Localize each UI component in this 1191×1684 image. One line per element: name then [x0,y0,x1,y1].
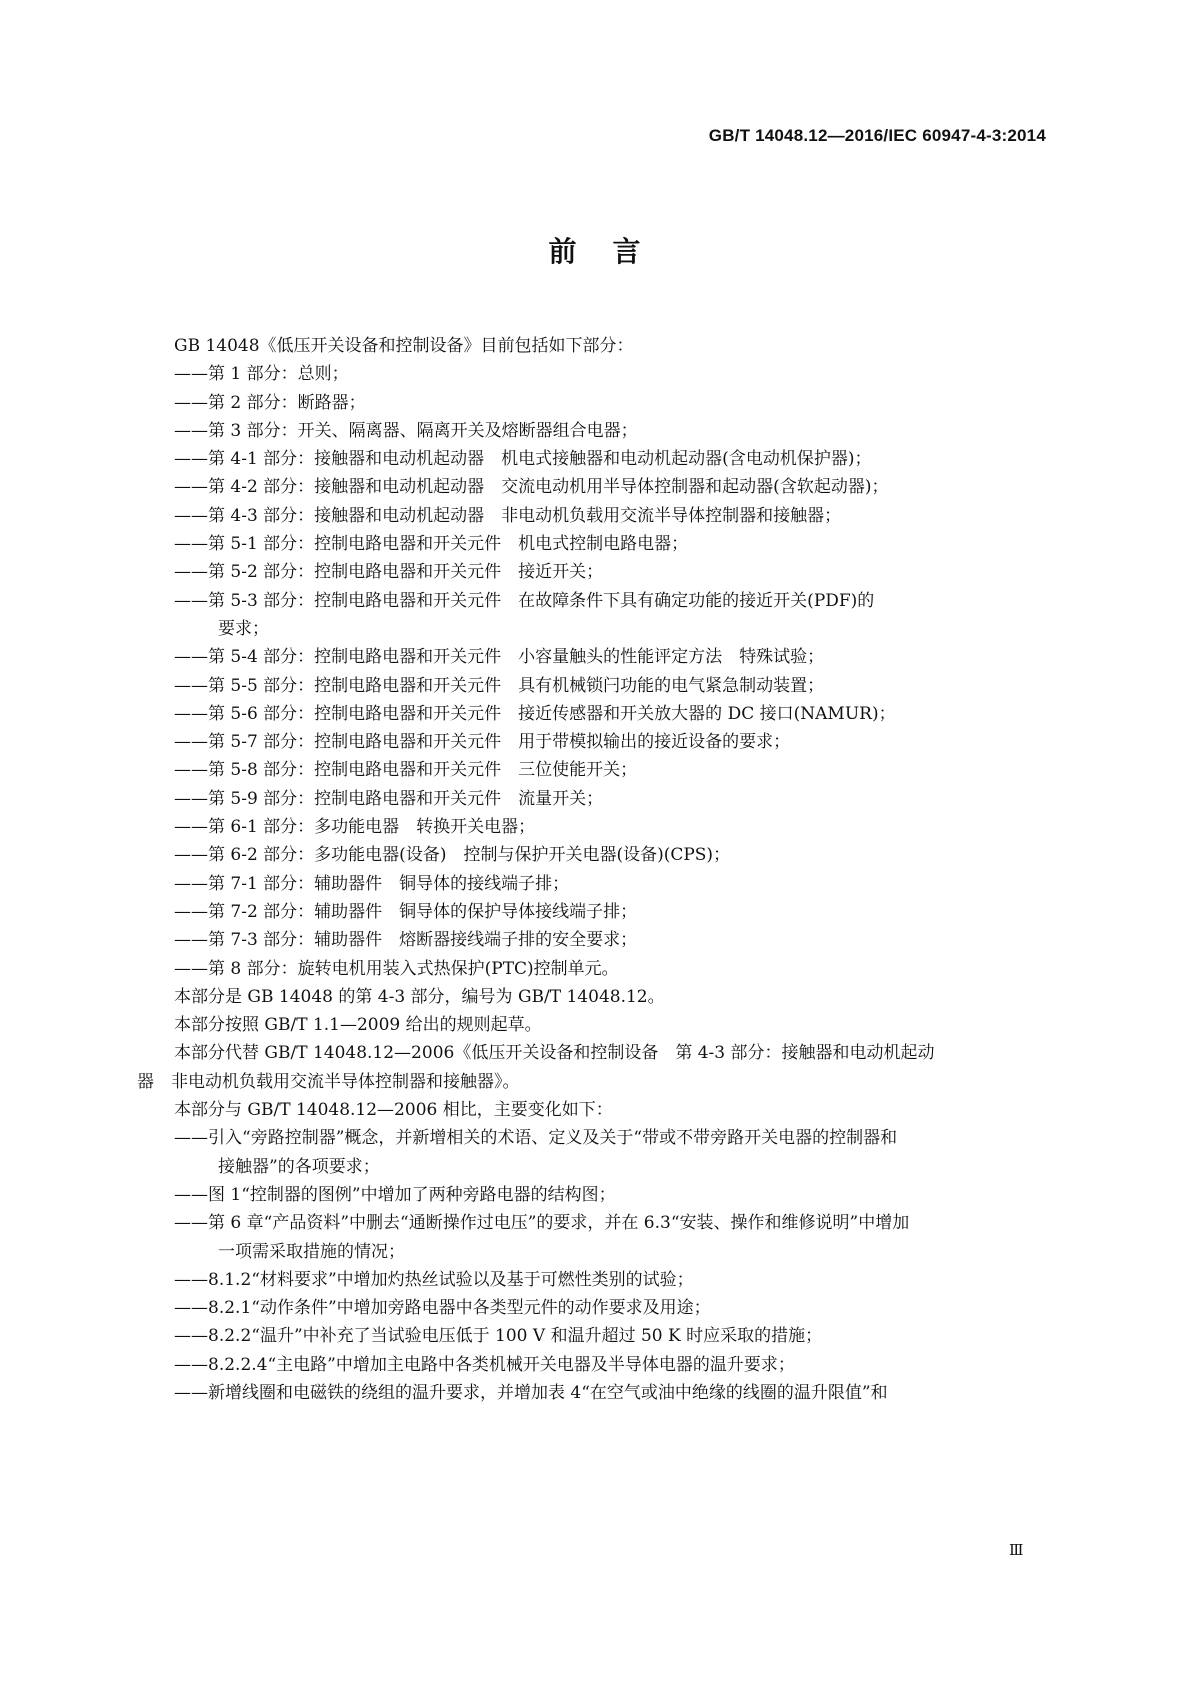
list-item-line: ——第 6-2 部分：多功能电器(设备) 控制与保护开关电器(设备)(CPS)； [174,845,731,866]
list-item-line: ——第 5-8 部分：控制电路电器和开关元件 三位使能开关； [174,760,638,781]
list-item-line: ——引入“旁路控制器”概念，并新增相关的术语、定义及关于“带或不带旁路开关电器的控制器和 [174,1128,898,1149]
paragraph-line: 本部分与 GB/T 14048.12—2006 相比，主要变化如下： [174,1100,613,1121]
page-title [0,230,1191,270]
list-item-line: ——第 5-2 部分：控制电路电器和开关元件 接近开关； [174,562,604,583]
list-item-line: ——第 4-3 部分：接触器和电动机起动器 非电动机负载用交流半导体控制器和接触器； [174,505,842,526]
list-item-line: ——第 7-1 部分：辅助器件 铜导体的接线端子排； [174,873,570,894]
standard-code-header: GB/T 14048.12—2016/IEC 60947-4-3:2014 [708,126,1046,145]
list-item-line: ——第 8 部分：旋转电机用装入式热保护(PTC)控制单元。 [174,958,619,979]
list-item-line: ——第 5-3 部分：控制电路电器和开关元件 在故障条件下具有确定功能的接近开关(PDF)的 [174,590,875,611]
list-item-line: ——第 5-9 部分：控制电路电器和开关元件 流量开关； [174,788,604,809]
list-item-line: ——第 5-5 部分：控制电路电器和开关元件 具有机械锁闩功能的电气紧急制动装置； [174,675,825,696]
paragraph-line: GB 14048《低压开关设备和控制设备》目前包括如下部分： [174,336,634,356]
list-item-line: 一项需采取措施的情况； [218,1241,405,1262]
list-item-line: ——第 5-6 部分：控制电路电器和开关元件 接近传感器和开关放大器的 DC 接口(NAMUR)； [174,703,896,724]
paragraph-line: 器 非电动机负载用交流半导体控制器和接触器》。 [137,1071,520,1092]
list-item-line: ——第 3 部分：开关、隔离器、隔离开关及熔断器组合电器； [174,420,638,441]
list-item-line: 要求； [218,618,269,639]
list-item-line: ——图 1“控制器的图例”中增加了两种旁路电器的结构图； [174,1184,616,1205]
list-item-line: ——第 7-3 部分：辅助器件 熔断器接线端子排的安全要求； [174,930,638,951]
list-item-line: ——第 4-1 部分：接触器和电动机起动器 机电式接触器和电动机起动器(含电动机保护器)； [174,449,872,470]
list-item-line: ——第 5-7 部分：控制电路电器和开关元件 用于带模拟输出的接近设备的要求； [174,732,791,753]
paragraph-line: 本部分是 GB 14048 的第 4-3 部分，编号为 GB/T 14048.12。 [174,986,665,1007]
list-item-line: ——第 5-1 部分：控制电路电器和开关元件 机电式控制电路电器； [174,534,689,555]
page-number: Ⅲ [1009,1541,1024,1559]
list-item-line: ——第 1 部分：总则； [174,364,349,385]
list-item-line: ——8.2.2.4“主电路”中增加主电路中各类机械开关电器及半导体电器的温升要求； [174,1354,795,1375]
paragraph-line: 本部分按照 GB/T 1.1—2009 给出的规则起草。 [174,1015,542,1036]
list-item-line: ——新增线圈和电磁铁的绕组的温升要求，并增加表 4“在空气或油中绝缘的线圈的温升限值”和 [174,1382,888,1403]
list-item-line: ——第 4-2 部分：接触器和电动机起动器 交流电动机用半导体控制器和起动器(含软起动器)； [174,477,889,498]
title-char-2: 言 [612,235,643,268]
paragraph-line: 本部分代替 GB/T 14048.12—2006《低压开关设备和控制设备 第 4-3 部分：接触器和电动机起动 [174,1043,935,1064]
list-item-line: ——8.1.2“材料要求”中增加灼热丝试验以及基于可燃性类别的试验； [174,1269,694,1290]
list-item-line: ——第 6 章“产品资料”中删去“通断操作过电压”的要求，并在 6.3“安装、操作和维修说明”中增加 [174,1213,910,1234]
list-item-line: ——8.2.2“温升”中补充了当试验电压低于 100 V 和温升超过 50 K 时应采取的措施； [174,1326,823,1347]
title-char-1: 前 [548,235,579,268]
list-item-line: ——第 5-4 部分：控制电路电器和开关元件 小容量触头的性能评定方法 特殊试验； [174,647,825,668]
list-item-line: ——第 6-1 部分：多功能电器 转换开关电器； [174,817,536,838]
document-body [137,332,1054,1407]
list-item-line: ——第 2 部分：断路器； [174,392,366,413]
list-item-line: ——第 7-2 部分：辅助器件 铜导体的保护导体接线端子排； [174,901,638,922]
list-item-line: 接触器”的各项要求； [218,1156,380,1177]
list-item-line: ——8.2.1“动作条件”中增加旁路电器中各类型元件的动作要求及用途； [174,1298,711,1319]
